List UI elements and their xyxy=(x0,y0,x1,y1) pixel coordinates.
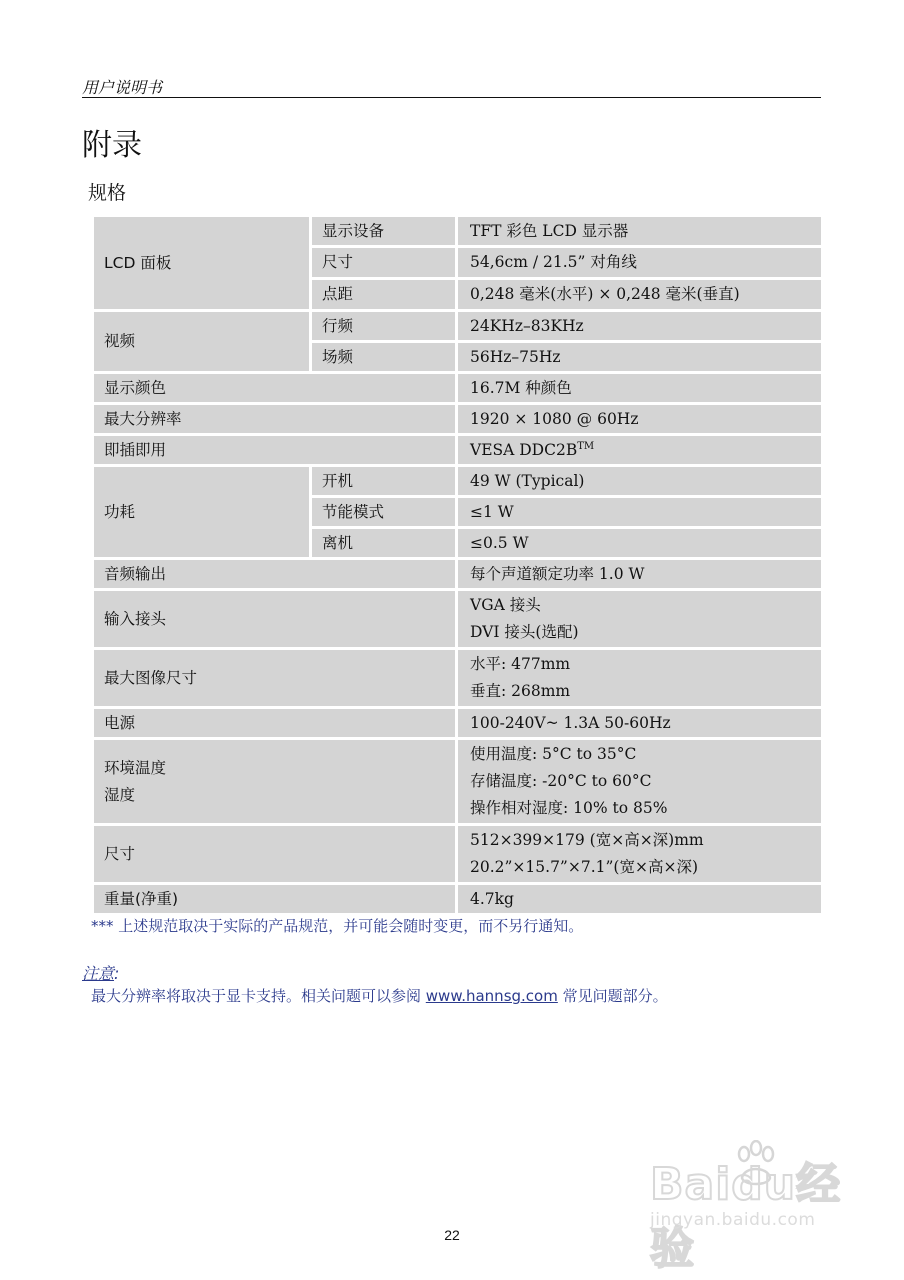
image-size-line: 垂直: 268mm xyxy=(470,682,571,700)
spec-value-size: 54,6cm / 21.5” 对角线 xyxy=(457,247,823,279)
watermark-url: jingyan.baidu.com xyxy=(650,1210,816,1230)
spec-value-plug-and-play xyxy=(457,435,823,466)
page-number: 22 xyxy=(444,1227,460,1243)
spec-sublabel-power-on: 开机 xyxy=(311,466,457,497)
spec-label-display-colors: 显示颜色 xyxy=(93,373,457,404)
spec-value-power-on: 49 W (Typical) xyxy=(457,466,823,497)
spec-value-h-freq: 24KHz–83KHz xyxy=(457,311,823,342)
environment-value-line: 操作相对湿度: 10% to 85% xyxy=(470,799,668,817)
environment-value-line: 存储温度: -20°C to 60°C xyxy=(470,772,652,790)
spec-label-video: 视频 xyxy=(93,311,311,373)
spec-label-audio-output: 音频输出 xyxy=(93,559,457,590)
note-text-pre: 最大分辨率将取决于显卡支持。相关问题可以参阅 xyxy=(91,987,426,1005)
spec-label-max-resolution: 最大分辨率 xyxy=(93,404,457,435)
table-row xyxy=(93,649,823,708)
table-row xyxy=(93,739,823,825)
note-text-post: 常见问题部分。 xyxy=(557,987,668,1005)
spec-value-max-resolution: 1920 × 1080 @ 60Hz xyxy=(457,404,823,435)
table-row xyxy=(93,559,823,590)
spec-value-v-freq: 56Hz–75Hz xyxy=(457,342,823,373)
environment-value-line: 使用温度: 5°C to 35°C xyxy=(470,745,637,763)
watermark-logo: Baidu经验 xyxy=(650,1159,842,1274)
spec-value-pixel-pitch: 0,248 毫米(水平) × 0,248 毫米(垂直) xyxy=(457,279,823,311)
spec-label-lcd-panel: LCD 面板 xyxy=(93,216,311,311)
trademark-mark: TM xyxy=(577,440,595,452)
spec-sublabel-display-device: 显示设备 xyxy=(311,216,457,247)
plug-and-play-value-text: VESA DDC2B xyxy=(470,440,578,459)
hannsg-link[interactable]: www.hannsg.com xyxy=(425,987,558,1005)
spec-value-dimensions xyxy=(457,825,823,884)
spec-sublabel-size: 尺寸 xyxy=(311,247,457,279)
spec-footnote: *** 上述规范取决于实际的产品规范，并可能会随时变更，而不另行通知。 xyxy=(91,917,584,935)
spec-sublabel-power-saving: 节能模式 xyxy=(311,497,457,528)
spec-value-power-off: ≤0.5 W xyxy=(457,528,823,559)
table-row xyxy=(93,884,823,915)
table-row xyxy=(93,373,823,404)
environment-label-line: 湿度 xyxy=(104,785,136,804)
spec-label-power-consumption: 功耗 xyxy=(93,466,311,559)
table-row xyxy=(93,216,823,247)
spec-label-max-image-size: 最大图像尺寸 xyxy=(93,649,457,708)
spec-value-max-image-size xyxy=(457,649,823,708)
table-row xyxy=(93,708,823,739)
spec-label-plug-and-play: 即插即用 xyxy=(93,435,457,466)
spec-sublabel-power-off: 离机 xyxy=(311,528,457,559)
note-body xyxy=(91,985,668,1006)
spec-label-power-supply: 电源 xyxy=(93,708,457,739)
spec-sublabel-h-freq: 行频 xyxy=(311,311,457,342)
table-row xyxy=(93,404,823,435)
spec-value-display-device: TFT 彩色 LCD 显示器 xyxy=(457,216,823,247)
spec-label-dimensions: 尺寸 xyxy=(93,825,457,884)
table-row xyxy=(93,435,823,466)
note-title-colon: : xyxy=(114,964,120,983)
spec-label-environment xyxy=(93,739,457,825)
table-row xyxy=(93,311,823,342)
spec-sublabel-v-freq: 场频 xyxy=(311,342,457,373)
header-rule xyxy=(82,97,821,98)
spec-value-power-saving: ≤1 W xyxy=(457,497,823,528)
spec-label-input-connector: 输入接头 xyxy=(93,590,457,649)
page-title: 附录 xyxy=(82,128,142,163)
paw-icon xyxy=(732,1140,782,1190)
spec-label-weight: 重量(净重) xyxy=(93,884,457,915)
dimensions-line: 512×399×179 (宽×高×深)mm xyxy=(470,831,704,849)
environment-label-line: 环境温度 xyxy=(104,758,167,777)
header-title: 用户说明书 xyxy=(82,78,163,97)
image-size-line: 水平: 477mm xyxy=(470,655,571,673)
spec-value-display-colors: 16.7M 种颜色 xyxy=(457,373,823,404)
table-row xyxy=(93,590,823,649)
spec-table xyxy=(91,214,824,916)
spec-value-environment xyxy=(457,739,823,825)
input-connector-line: DVI 接头(选配) xyxy=(470,623,579,641)
spec-sublabel-pixel-pitch: 点距 xyxy=(311,279,457,311)
section-title: 规格 xyxy=(88,182,127,204)
input-connector-line: VGA 接头 xyxy=(470,596,541,614)
table-row xyxy=(93,466,823,497)
spec-value-input-connector xyxy=(457,590,823,649)
note-title xyxy=(82,961,119,984)
note-title-text: 注意 xyxy=(82,964,115,983)
table-row xyxy=(93,825,823,884)
spec-value-audio-output: 每个声道额定功率 1.0 W xyxy=(457,559,823,590)
spec-value-power-supply: 100-240V~ 1.3A 50-60Hz xyxy=(457,708,823,739)
spec-value-weight: 4.7kg xyxy=(457,884,823,915)
dimensions-line: 20.2”×15.7”×7.1”(宽×高×深) xyxy=(470,858,698,876)
